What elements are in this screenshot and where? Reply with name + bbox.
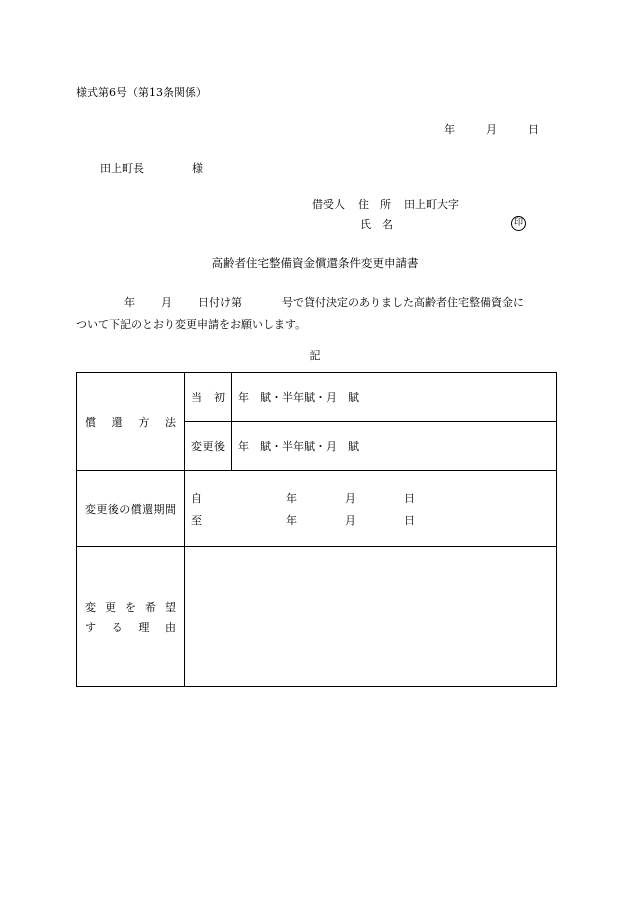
initial-value-cell[interactable] [232,373,557,422]
repayment-method-label-cell [77,373,185,471]
addressee-honorific: 様 [192,162,203,175]
changed-value: 年 賦・半年賦・月 賦 [238,440,359,453]
period-row [77,471,557,547]
reason-label-line1-char: 希 [145,600,156,614]
reason-label-cell [77,547,185,687]
period-label-char: 変 [85,502,96,516]
repayment-method-label-char: 還 [111,415,123,429]
changed-label-char: 後 [214,440,225,453]
repayment-method-label [83,414,178,430]
address-value: 田上町大字 [404,198,459,211]
initial-label-char: 初 [214,391,225,404]
name-label: 氏 名 [360,218,393,231]
changed-value-cell[interactable] [232,422,557,471]
initial-label-cell [185,373,232,422]
date-year: 年 [444,123,455,136]
changed-label-char: 変 [191,440,202,453]
repayment-method-label-char: 償 [85,415,96,429]
reason-label-line2-char: 理 [138,620,150,634]
period-from [191,487,550,509]
ki-heading: 記 [309,349,321,362]
period-label-char: の [119,502,131,516]
initial-label-char: 当 [191,391,202,404]
submission-date [444,124,539,135]
body-rest-line1: 号で貸付決定のありました高齢者住宅整備資金に [282,296,524,309]
date-month: 月 [486,123,497,136]
changed-label-char: 更 [202,440,214,453]
borrower-label: 借受人 [312,198,345,211]
period-to-day: 日 [404,513,415,527]
reason-label-line1-char: 変 [85,600,96,614]
period-from-month: 月 [345,491,356,505]
period-label-cell [77,471,185,547]
period-from-label: 自 [191,491,202,505]
document-title: 高齢者住宅整備資金償還条件変更申請書 [211,256,419,270]
period-label [83,501,178,517]
period-to-month: 月 [345,513,356,527]
repayment-initial-row [77,373,557,422]
reason-label-line2-char: る [111,620,123,634]
changed-label [191,438,225,454]
reason-label-line1-char: を [125,600,136,614]
period-to [191,509,550,531]
period-to-label: 至 [191,513,202,527]
period-label-char: 更 [96,502,108,516]
period-label-char: 還 [142,502,154,516]
reason-label-line1-char: 更 [105,600,116,614]
initial-value: 年 賦・半年賦・月 賦 [238,391,359,404]
reason-label-line2-char: 由 [164,620,176,634]
addressee [100,163,203,174]
initial-label [191,389,225,405]
reason-value-cell[interactable] [185,547,557,687]
body-line2: ついて下記のとおり変更申請をお願いします。 [76,318,307,331]
period-label-char: 後 [107,502,119,516]
period-from-day: 日 [404,491,415,505]
period-value-cell[interactable] [185,471,557,547]
repayment-method-label-char: 方 [138,415,150,429]
body-month: 月 [161,296,172,309]
repayment-method-label-char: 法 [164,415,176,429]
request-body [76,292,556,336]
period-to-year: 年 [286,513,297,527]
reason-label-line1 [83,599,178,615]
reason-row [77,547,557,687]
period-from-year: 年 [286,491,297,505]
borrower-address [312,199,459,210]
date-day: 日 [528,123,539,136]
address-label: 住 所 [358,198,391,211]
borrower-name [360,219,393,230]
reason-label-line1-char: 望 [165,600,176,614]
period-label-char: 期 [153,502,165,516]
body-day-phrase: 日付け第 [198,296,242,309]
changed-label-cell [185,422,232,471]
body-year: 年 [124,296,135,309]
reason-label-line2 [83,619,178,635]
period-label-char: 償 [130,502,142,516]
seal-mark: 印 [511,216,526,231]
period-label-char: 間 [164,502,176,516]
reason-label-line2-char: す [85,620,96,634]
form-number: 様式第6号（第13条関係） [76,86,207,99]
application-table [76,372,557,687]
addressee-name: 田上町長 [100,162,144,175]
